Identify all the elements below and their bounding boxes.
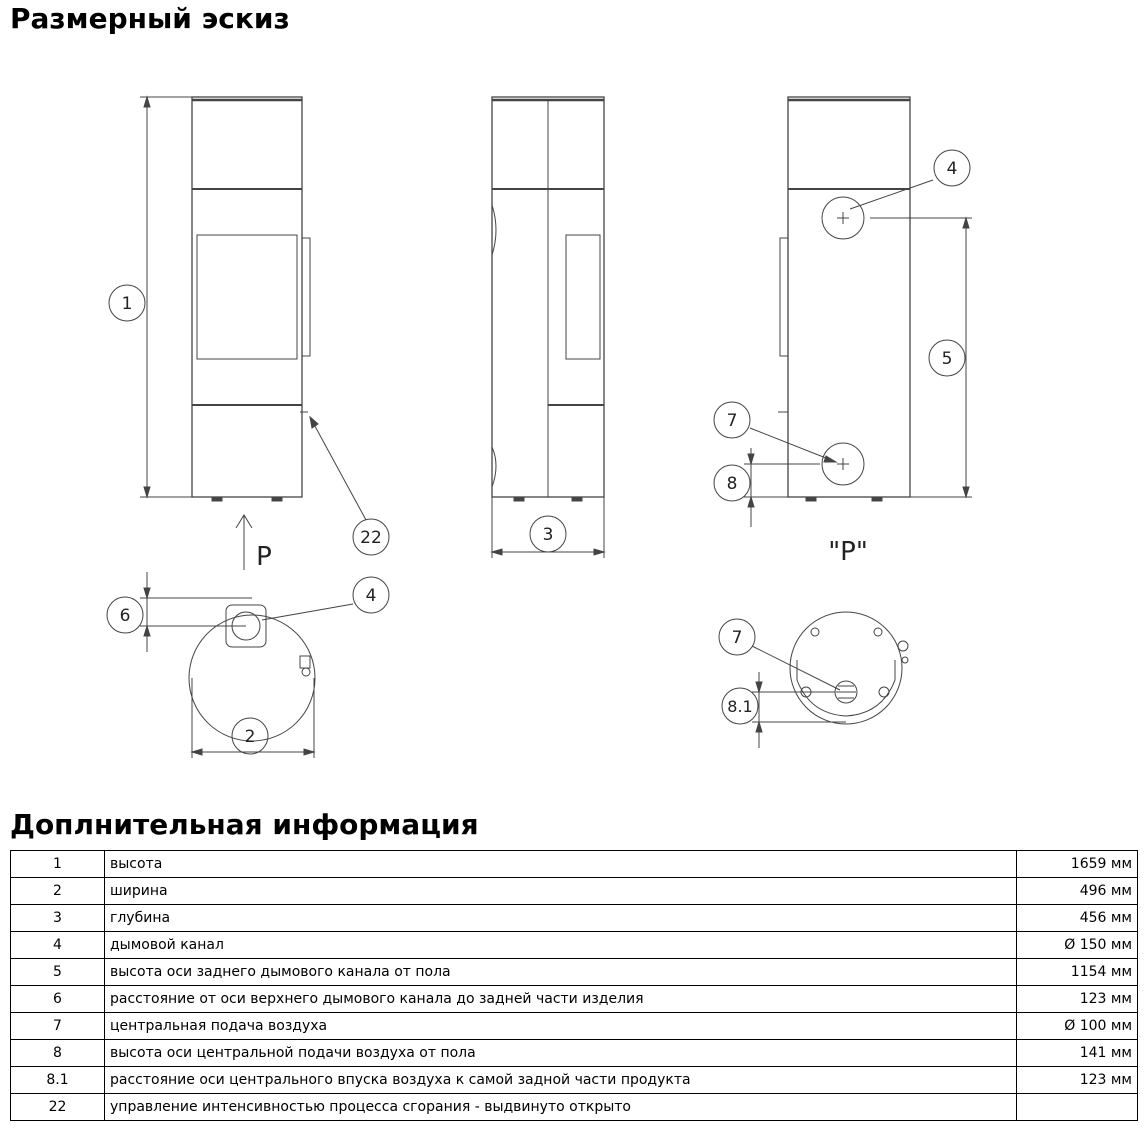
- table-row: [11, 1013, 1138, 1040]
- label-1: 1: [121, 294, 133, 314]
- row-value: 1659 мм: [1016, 851, 1137, 878]
- row-value: 496 мм: [1016, 878, 1137, 905]
- label-4-top: 4: [365, 586, 377, 606]
- row-desc: управление интенсивностью процесса сгорания - выдвинуто открыто: [105, 1094, 1017, 1121]
- front-view: [140, 97, 366, 570]
- info-title: Доплнительная информация: [10, 808, 479, 841]
- table-row: [11, 959, 1138, 986]
- row-num: 5: [11, 959, 105, 986]
- table-row: [11, 905, 1138, 932]
- row-value: 123 мм: [1016, 1067, 1137, 1094]
- row-num: 4: [11, 932, 105, 959]
- label-4-rear: 4: [946, 159, 958, 179]
- row-desc: высота оси заднего дымового канала от пола: [105, 959, 1017, 986]
- label-7-bottom: 7: [731, 628, 743, 648]
- rear-view: [744, 97, 972, 527]
- row-value: [1016, 1094, 1137, 1121]
- label-22: 22: [360, 528, 382, 548]
- row-desc: ширина: [105, 878, 1017, 905]
- row-num: 22: [11, 1094, 105, 1121]
- table-row: [11, 986, 1138, 1013]
- row-value: 1154 мм: [1016, 959, 1137, 986]
- row-num: 8.1: [11, 1067, 105, 1094]
- table-row: [11, 1040, 1138, 1067]
- row-num: 1: [11, 851, 105, 878]
- row-desc: расстояние оси центрального впуска воздуха к самой задной части продукта: [105, 1067, 1017, 1094]
- table-row: [11, 1094, 1138, 1121]
- label-7-rear: 7: [726, 411, 738, 431]
- row-value: Ø 150 мм: [1016, 932, 1137, 959]
- row-value: 123 мм: [1016, 986, 1137, 1013]
- row-num: 7: [11, 1013, 105, 1040]
- view-p-label: "P": [828, 537, 868, 567]
- table-row: [11, 851, 1138, 878]
- sketch-title: Размерный эскиз: [10, 2, 290, 35]
- label-5: 5: [941, 349, 953, 369]
- row-num: 2: [11, 878, 105, 905]
- row-desc: центральная подача воздуха: [105, 1013, 1017, 1040]
- row-num: 3: [11, 905, 105, 932]
- table-row: [11, 932, 1138, 959]
- bottom-view: [752, 612, 908, 748]
- row-desc: глубина: [105, 905, 1017, 932]
- label-8-1: 8.1: [727, 697, 753, 716]
- callout-circles: [107, 150, 970, 754]
- row-desc: расстояние от оси верхнего дымового канала до задней части изделия: [105, 986, 1017, 1013]
- table-row: [11, 1067, 1138, 1094]
- row-desc: высота оси центральной подачи воздуха от пола: [105, 1040, 1017, 1067]
- label-2: 2: [244, 727, 256, 747]
- row-desc: высота: [105, 851, 1017, 878]
- arrow-p-label: P: [256, 542, 272, 572]
- info-table: [10, 850, 1138, 1121]
- side-view: [492, 97, 604, 558]
- row-num: 8: [11, 1040, 105, 1067]
- label-6: 6: [119, 606, 131, 626]
- table-row: [11, 878, 1138, 905]
- row-desc: дымовой канал: [105, 932, 1017, 959]
- row-value: 141 мм: [1016, 1040, 1137, 1067]
- row-num: 6: [11, 986, 105, 1013]
- label-3: 3: [542, 525, 554, 545]
- label-8: 8: [726, 474, 738, 494]
- dimension-sketch: [0, 40, 1147, 800]
- row-value: Ø 100 мм: [1016, 1013, 1137, 1040]
- row-value: 456 мм: [1016, 905, 1137, 932]
